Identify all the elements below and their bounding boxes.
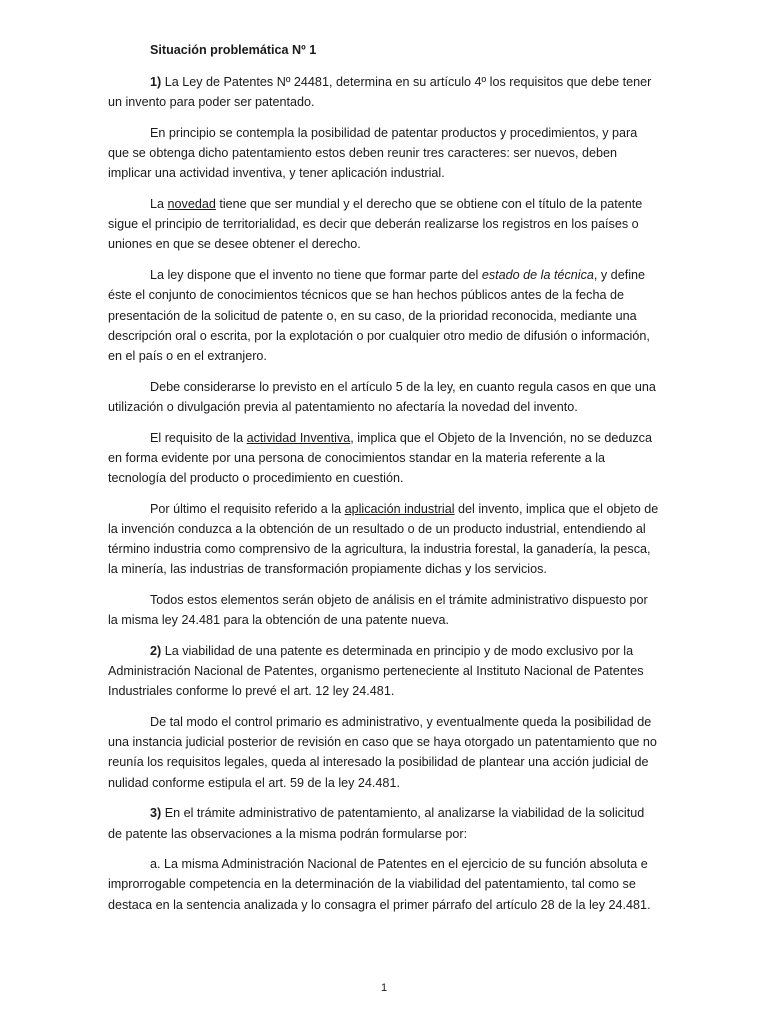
paragraph-1: 1) La Ley de Patentes Nº 24481, determina en su artículo 4º los requisitos que debe tener un invento para poder ser patentado. — [108, 75, 652, 110]
underlined-term: novedad — [167, 197, 216, 212]
paragraph-4: La ley dispone que el invento no tiene que formar parte del estado de la técnica, y define éste el conjunto de conocimientos técnicos que se han hechos públicos antes de la fecha de presentación de la solicitud de patente o, en su caso, de la prioridad reconocida, mediante una descripción oral o escrita, por la explotación o por cualquier otro medio de difusión o información, en el país o en el extranjero. — [108, 268, 650, 363]
paragraph-2: En principio se contempla la posibilidad de patentar productos y procedimientos, y para que se obtenga dicho patentamiento estos deben reunir tres caracteres: ser nuevos, deben implicar una actividad inventiva, y tener aplicación industrial. — [108, 125, 638, 181]
paragraph-6: El requisito de la actividad Inventiva, implica que el Objeto de la Invención, no se deduzca en forma evidente por una persona de conocimientos standar en la materia referente a la tecnología del producto o procedimiento en cuestión. — [108, 430, 652, 485]
section-number: 3) — [150, 806, 162, 821]
paragraph-5: Debe considerarse lo previsto en el artículo 5 de la ley, en cuanto regula casos en que una utilización o divulgación previa al patentamiento no afectaría la novedad del invento. — [108, 379, 656, 414]
underlined-term: aplicación industrial — [344, 501, 455, 516]
paragraph-10: De tal modo el control primario es administrativo, y eventualmente queda la posibilidad de una instancia judicial posterior de revisión en caso que se haya otorgado un patentamiento que no reunía los requisitos legales, queda al interesado la posibilidad de plantear una acción judicial de nulidad conforme estipula el art. 59 de la ley 24.481. — [108, 714, 657, 790]
paragraph-12: a. La misma Administración Nacional de Patentes en el ejercicio de su función absoluta e improrrogable competencia en la determinación de la viabilidad del patentamiento, tal como se destaca en la sentencia analizada y lo consagra el primer párrafo del artículo 28 de la ley 24.481. — [108, 857, 651, 912]
paragraph-9: 2) La viabilidad de una patente es determinada en principio y de modo exclusivo por la Administración Nacional de Patentes, organismo perteneciente al Instituto Nacional de Patentes Industriales conforme lo prevé el art. 12 ley 24.481. — [108, 643, 644, 699]
paragraph-7: Por último el requisito referido a la aplicación industrial del invento, implica que el objeto de la invención conduzca a la obtención de un resultado o de un producto industrial, entendiendo al término industria como comprensivo de la agricultura, la industria forestal, la ganadería, la pesca, la minería, las industrias de transformación propiamente dichas y los servicios. — [108, 501, 659, 577]
section-number: 2) — [150, 643, 162, 658]
document-page — [108, 40, 660, 925]
paragraph-8: Todos estos elementos serán objeto de análisis en el trámite administrativo dispuesto por la misma ley 24.481 para la obtención de una patente nueva. — [108, 592, 648, 628]
section-number: 1) — [150, 75, 162, 89]
underlined-term: actividad Inventiva — [246, 430, 351, 445]
italic-term: estado de la técnica — [481, 268, 594, 283]
document-title: Situación problemática Nº 1 — [150, 43, 317, 57]
page-number: 1 — [380, 982, 388, 994]
paragraph-3: La novedad tiene que ser mundial y el derecho que se obtiene con el título de la patente sigue el principio de territorialidad, es decir que deberán realizarse los registros en los países o uniones en que se desee obtener el derecho. — [108, 197, 643, 252]
paragraph-11: 3) En el trámite administrativo de patentamiento, al analizarse la viabilidad de la solicitud de patente las observaciones a la misma podrán formularse por: — [108, 806, 645, 841]
